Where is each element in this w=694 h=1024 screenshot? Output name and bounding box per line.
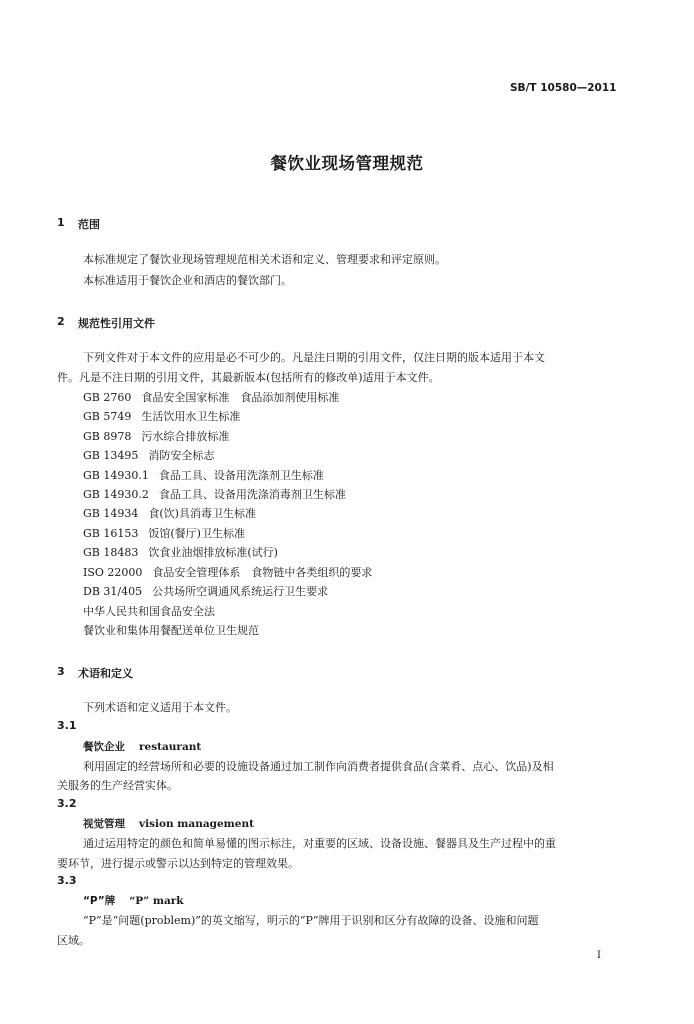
reference-title: 消防安全标志 — [148, 449, 215, 463]
section-2-intro-line-1: 下列文件对于本文件的应用是必不可少的。凡是注日期的引用文件，仅注日期的版本适用于本文 — [83, 351, 545, 364]
reference-title: 饭馆(餐厅)卫生标准 — [148, 526, 245, 540]
reference-item — [83, 564, 372, 580]
reference-code: GB 18483 — [83, 546, 139, 560]
section-3-intro: 下列术语和定义适用于本文件。 — [83, 701, 237, 714]
term-3-2 — [83, 816, 254, 831]
reference-item — [83, 428, 229, 444]
reference-title: 食品工具、设备用洗涤消毒剂卫生标准 — [158, 488, 346, 501]
clause-3-1-number: 3.1 — [57, 719, 77, 732]
term-3-3-zh: “P”牌 — [83, 895, 116, 907]
section-2-title: 规范性引用文件 — [78, 317, 155, 330]
reference-title: 食品安全国家标准 食品添加剂使用标准 — [141, 391, 340, 404]
term-3-2-zh: 视觉管理 — [83, 818, 125, 830]
term-3-3-definition-line-1: “P”是“问题(problem)”的英文缩写，明示的“P”牌用于识别和区分有故障的设备、设施和问题 — [83, 914, 539, 927]
reference-code: DB 31/405 — [83, 585, 143, 598]
term-3-1-en: restaurant — [139, 741, 202, 753]
reference-code: GB 16153 — [83, 526, 139, 540]
reference-item — [83, 389, 339, 405]
section-1-title: 范围 — [78, 218, 100, 231]
term-3-2-definition-line-1: 通过运用特定的颜色和简单易懂的图示标注，对重要的区域、设备设施、餐器具及生产过程中的重 — [83, 837, 556, 850]
reference-title: 污水综合排放标准 — [141, 429, 230, 443]
section-3-title: 术语和定义 — [78, 667, 133, 680]
reference-code: GB 14930.2 — [83, 488, 149, 501]
reference-item — [83, 544, 278, 560]
reference-code: GB 14934 — [83, 507, 139, 521]
reference-code: GB 13495 — [83, 449, 139, 463]
reference-code: GB 8978 — [83, 429, 132, 443]
section-1-number: 1 — [57, 216, 65, 229]
reference-item — [83, 447, 214, 463]
law-reference-2: 餐饮业和集体用餐配送单位卫生规范 — [83, 624, 259, 637]
reference-title: 生活饮用水卫生标准 — [141, 410, 241, 424]
clause-3-2-number: 3.2 — [57, 797, 77, 810]
reference-item — [83, 467, 324, 483]
reference-code: GB 14930.1 — [83, 468, 149, 482]
reference-title: 食(饮)具消毒卫生标准 — [148, 507, 256, 521]
term-3-2-en: vision management — [139, 818, 254, 830]
law-reference-1: 中华人民共和国食品安全法 — [83, 605, 215, 618]
reference-title: 公共场所空调通风系统运行卫生要求 — [152, 585, 329, 598]
reference-item — [83, 505, 256, 521]
section-2-intro-line-2: 件。凡是不注日期的引用文件，其最新版本(包括所有的修改单)适用于本文件。 — [57, 371, 440, 384]
section-2-number: 2 — [57, 315, 65, 328]
section-3-number: 3 — [57, 665, 65, 678]
term-3-3-definition-line-2: 区域。 — [57, 934, 90, 947]
reference-title: 饮食业油烟排放标准(试行) — [148, 546, 278, 560]
reference-item — [83, 486, 346, 502]
reference-item — [83, 525, 245, 541]
section-1-paragraph-2: 本标准适用于餐饮企业和酒店的餐饮部门。 — [83, 274, 292, 287]
standard-code: SB/T 10580—2011 — [510, 82, 617, 94]
term-3-1-definition-line-2: 关服务的生产经营实体。 — [57, 779, 178, 792]
section-1-paragraph-1: 本标准规定了餐饮业现场管理规范相关术语和定义、管理要求和评定原则。 — [83, 253, 446, 266]
reference-code: ISO 22000 — [83, 565, 143, 579]
reference-title: 食品安全管理体系 食物链中各类组织的要求 — [152, 565, 373, 579]
term-3-1-zh: 餐饮企业 — [83, 741, 125, 753]
term-3-1-definition-line-1: 利用固定的经营场所和必要的设施设备通过加工制作向消费者提供食品(含菜肴、点心、饮品)及相 — [83, 760, 554, 773]
reference-code: GB 2760 — [83, 391, 132, 404]
term-3-2-definition-line-2: 要环节，进行提示或警示以达到特定的管理效果。 — [57, 857, 299, 870]
page-number: I — [597, 950, 601, 961]
reference-title: 食品工具、设备用洗涤剂卫生标准 — [158, 468, 324, 482]
term-3-3 — [83, 893, 184, 908]
term-3-3-en: “P” mark — [129, 895, 184, 907]
reference-code: GB 5749 — [83, 410, 132, 424]
document-title: 餐饮业现场管理规范 — [270, 154, 424, 173]
term-3-1 — [83, 739, 201, 754]
reference-item — [83, 583, 328, 599]
reference-item — [83, 408, 240, 424]
clause-3-3-number: 3.3 — [57, 874, 77, 887]
